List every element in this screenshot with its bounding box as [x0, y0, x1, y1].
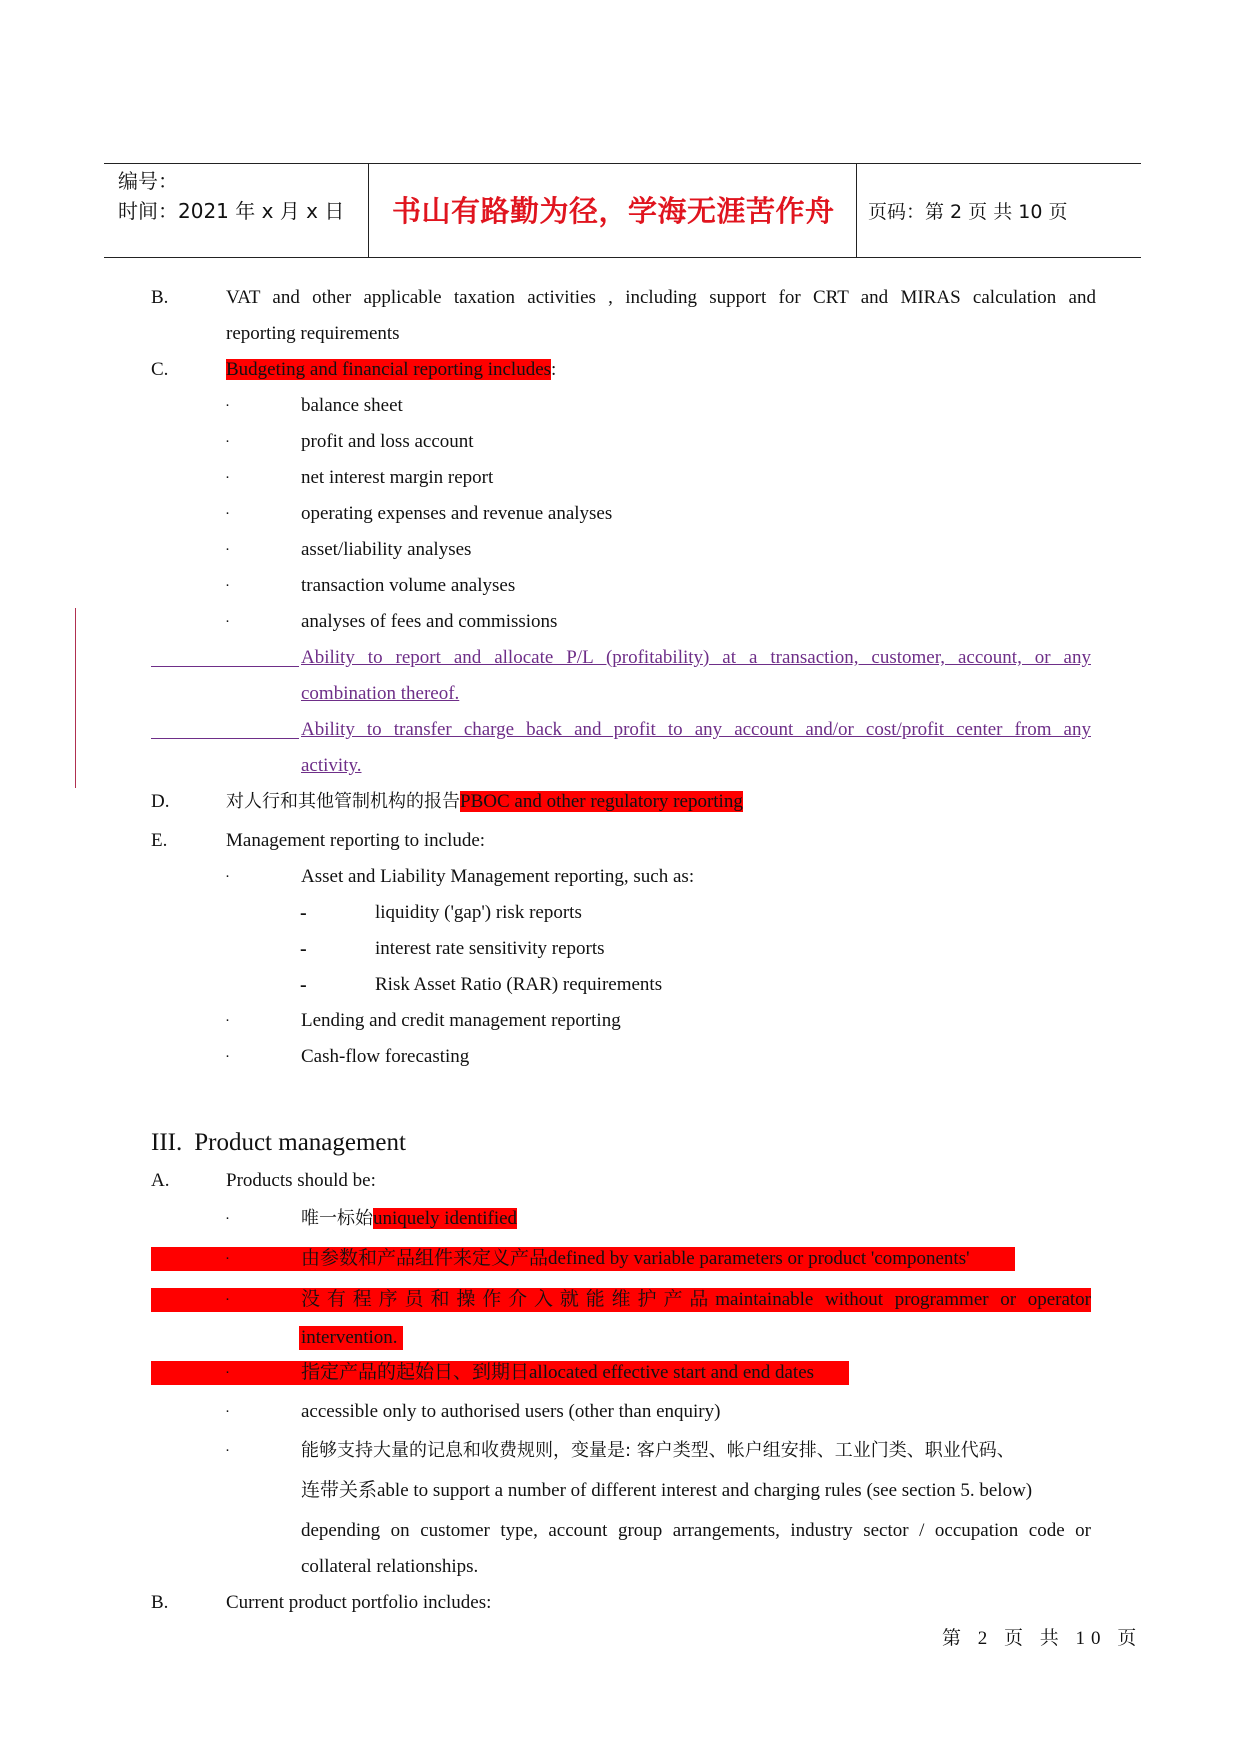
list-item: operating expenses and revenue analyses — [301, 503, 613, 524]
inserted-text-line: activity. — [301, 755, 362, 776]
section-c-heading-highlight: Budgeting and financial reporting includes — [226, 359, 552, 380]
dash-glyph: - — [300, 902, 307, 924]
list-item: profit and loss account — [301, 431, 474, 452]
section-iii-a-heading: Products should be: — [226, 1170, 376, 1191]
section-c-label: C. — [151, 359, 169, 380]
list-item: balance sheet — [301, 395, 403, 416]
bullet-glyph: · — [225, 1292, 230, 1308]
section-d-cn: 对人行和其他管制机构的报告 — [226, 791, 460, 812]
insertion-rule — [151, 738, 299, 739]
header-divider-right — [856, 163, 857, 257]
product-item-highlighted: 没有程序员和操作介入就能维护产品maintainable without programmer or operator — [301, 1289, 1091, 1310]
section-d-en-highlight: PBOC and other regulatory reporting — [460, 791, 743, 812]
header-divider-left — [368, 163, 369, 257]
section-c-heading — [226, 359, 556, 381]
section-d-text — [226, 791, 743, 813]
product-item: 能够支持大量的记息和收费规则，变量是: 客户类型、帐户组安排、工业门类、职业代码、 — [301, 1440, 1015, 1461]
dash-glyph: - — [300, 938, 307, 960]
header-time-label: 时间：2021 年 x 月 x 日 — [118, 199, 345, 223]
list-item: Asset and Liability Management reporting, such as: — [301, 866, 695, 887]
bullet-glyph: · — [225, 434, 230, 450]
insertion-rule — [151, 666, 299, 667]
revision-change-bar — [75, 608, 76, 788]
header-top-rule — [104, 163, 1141, 164]
bullet-glyph: · — [225, 1049, 230, 1065]
list-item: net interest margin report — [301, 467, 494, 488]
product-item: accessible only to authorised users (other than enquiry) — [301, 1401, 721, 1422]
page-footer: 第 2 页 共 10 页 — [942, 1628, 1143, 1649]
header-meta — [118, 166, 344, 226]
list-item: transaction volume analyses — [301, 575, 516, 596]
dash-glyph: - — [300, 974, 307, 996]
bullet-glyph: · — [225, 869, 230, 885]
product-item-en-highlight: uniquely identified — [373, 1208, 518, 1229]
inserted-text-line: combination thereof. — [301, 683, 460, 704]
sub-list-item: Risk Asset Ratio (RAR) requirements — [375, 974, 663, 995]
header-number-label: 编号： — [118, 169, 178, 193]
bullet-glyph: · — [225, 398, 230, 414]
section-iii-title: Product management — [194, 1129, 406, 1156]
product-item — [301, 1208, 517, 1230]
product-item: depending on customer type, account group arrangements, industry sector / occupation code or — [301, 1520, 1091, 1541]
bullet-glyph: · — [225, 1404, 230, 1420]
inserted-text-line: Ability to report and allocate P/L (profitability) at a transaction, customer, account, or any — [301, 647, 1091, 668]
section-iii-b-heading: Current product portfolio includes: — [226, 1592, 492, 1613]
header-page-info: 页码：第 2 页 共 10 页 — [868, 201, 1068, 223]
product-item-highlighted: 由参数和产品组件来定义产品defined by variable parameters or product 'components' — [301, 1248, 970, 1269]
list-item: asset/liability analyses — [301, 539, 472, 560]
header-bottom-rule — [104, 257, 1141, 258]
bullet-glyph: · — [225, 578, 230, 594]
bullet-glyph: · — [225, 1251, 230, 1267]
product-item-cn: 唯一标始 — [301, 1208, 373, 1229]
bullet-glyph: · — [225, 506, 230, 522]
sub-list-item: liquidity ('gap') risk reports — [375, 902, 582, 923]
product-item: 连带关系able to support a number of different interest and charging rules (see section 5. below) — [301, 1480, 1033, 1501]
bullet-glyph: · — [225, 1211, 230, 1227]
bullet-glyph: · — [225, 1365, 230, 1381]
bullet-glyph: · — [225, 1013, 230, 1029]
list-item: Lending and credit management reporting — [301, 1010, 621, 1031]
product-item-highlighted: intervention. — [301, 1327, 398, 1348]
section-d-label: D. — [151, 791, 170, 812]
section-e-label: E. — [151, 830, 168, 851]
product-item-highlighted: 指定产品的起始日、到期日allocated effective start and end dates — [301, 1362, 815, 1383]
section-b-label: B. — [151, 287, 169, 308]
bullet-glyph: · — [225, 470, 230, 486]
bullet-glyph: · — [225, 542, 230, 558]
bullet-glyph: · — [225, 614, 230, 630]
inserted-text-line: Ability to transfer charge back and profit to any account and/or cost/profit center from any — [301, 719, 1091, 740]
list-item: analyses of fees and commissions — [301, 611, 558, 632]
product-item: collateral relationships. — [301, 1556, 479, 1577]
sub-list-item: interest rate sensitivity reports — [375, 938, 605, 959]
section-iii-a-label: A. — [151, 1170, 170, 1191]
section-b-line1: VAT and other applicable taxation activities , including support for CRT and MIRAS calculation and — [226, 287, 1096, 308]
section-b-line2: reporting requirements — [226, 323, 400, 344]
header-motto: 书山有路勤为径，学海无涯苦作舟 — [392, 194, 835, 228]
section-iii-heading — [151, 1128, 418, 1158]
section-iii-numeral: III. — [151, 1129, 183, 1156]
bullet-glyph: · — [225, 1443, 230, 1459]
list-item: Cash-flow forecasting — [301, 1046, 470, 1067]
section-iii-b-label: B. — [151, 1592, 169, 1613]
section-e-heading: Management reporting to include: — [226, 830, 486, 851]
section-c-heading-suffix: : — [551, 359, 557, 380]
